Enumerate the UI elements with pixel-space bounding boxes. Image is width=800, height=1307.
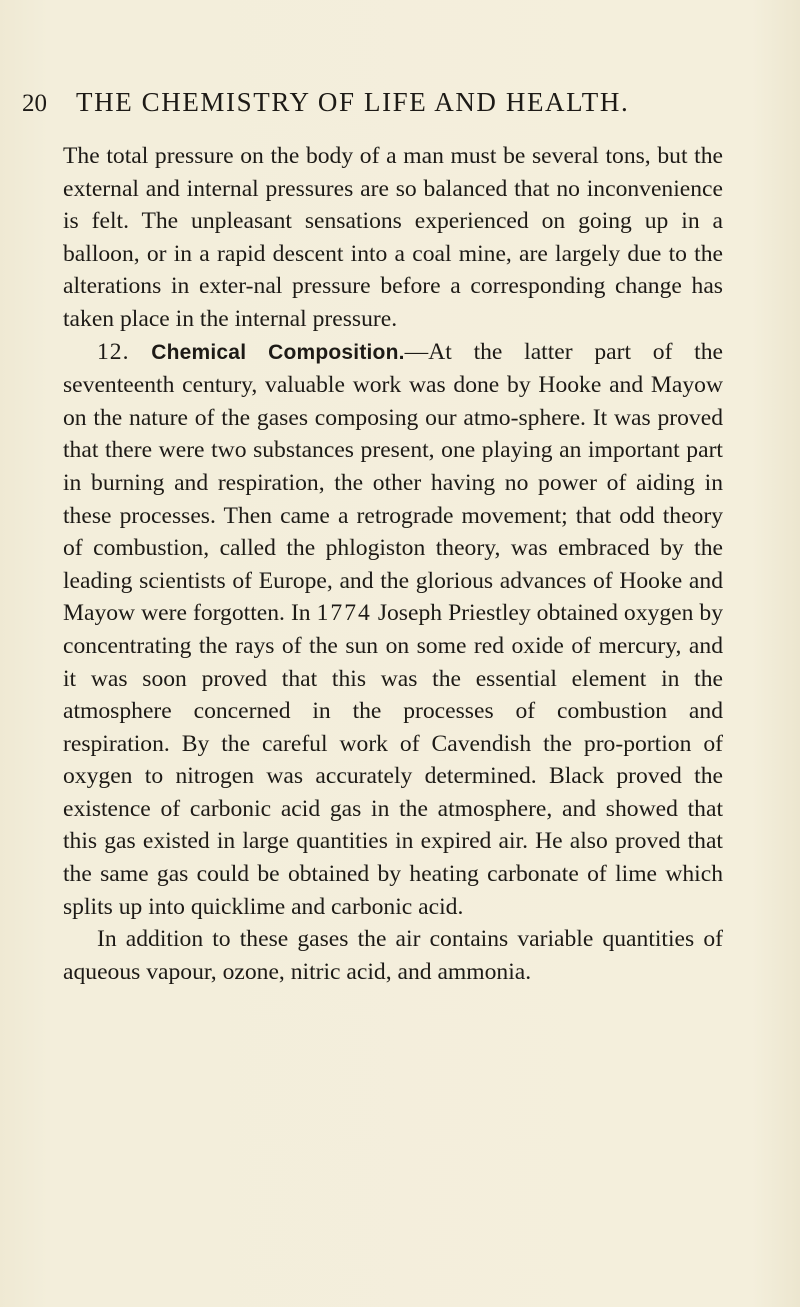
body-text	[63, 140, 723, 988]
paragraph-text-part-1: —At the latter part of the seventeenth century, valuable work was done by Hooke and Mayow on the nature of the gases composing our atmo-sphere. It was proved that there were two substances present, one playing an important part in burning and respiration, the other having no power of aiding in these processes. Then came a retrograde movement; that odd theory of combustion, called the phlogiston theory, was embraced by the leading scientists of Europe, and the glorious advances of Hooke and Mayow were forgotten. In	[63, 338, 723, 627]
section-number: 12.	[97, 338, 130, 365]
paragraph-air-contents: In addition to these gases the air contains variable quantities of aqueous vapour, ozone, nitric acid, and ammonia.	[63, 926, 723, 985]
paragraph-chemical-composition	[63, 336, 723, 924]
page-number: 20	[22, 90, 47, 117]
section-heading: Chemical Composition.	[151, 340, 405, 364]
paragraph-text-part-2: Joseph Priestley obtained oxygen by concentrating the rays of the sun on some red oxide of mercury, and it was soon proved that this was the essential element in the atmosphere concerned in the processes of combustion and respiration. By the careful work of Cavendish the pro-portion of oxygen to nitrogen was accurately determined. Black proved the existence of carbonic acid gas in the atmosphere, and showed that this gas existed in large quantities in expired air. He also proved that the same gas could be obtained by heating carbonate of lime which splits up into quicklime and carbonic acid.	[63, 600, 723, 920]
running-header	[22, 82, 722, 122]
running-title: THE CHEMISTRY OF LIFE AND HEALTH.	[76, 87, 630, 117]
year-1774: 1774	[316, 600, 372, 627]
paragraph-pressure: The total pressure on the body of a man must be several tons, but the external and internal pressures are so balanced that no inconvenience is felt. The unpleasant sensations experienced on going up in a balloon, or in a rapid descent into a coal mine, are largely due to the alterations in exter-nal pressure before a corresponding change has taken place in the internal pressure.	[63, 143, 723, 332]
